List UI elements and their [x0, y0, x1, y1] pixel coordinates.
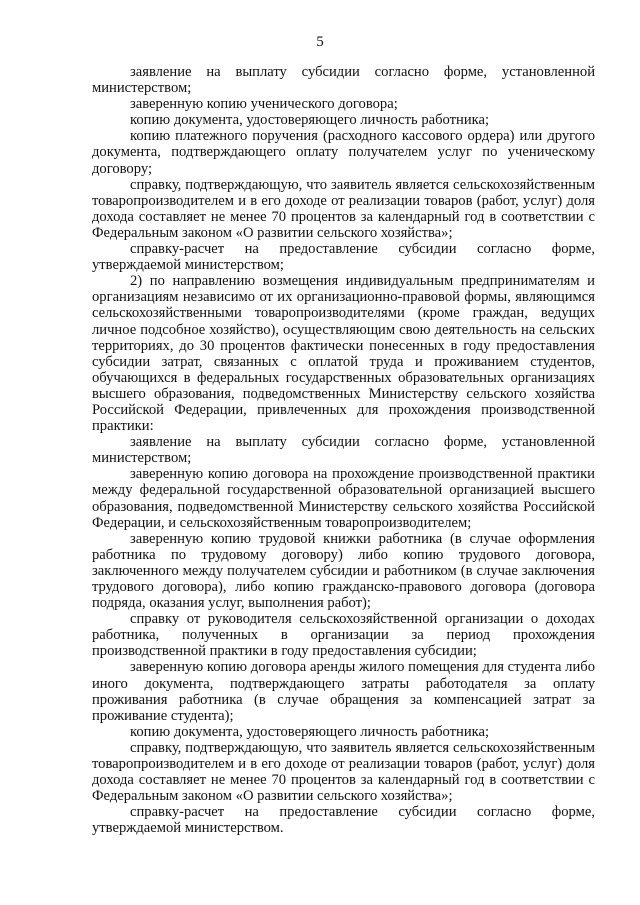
paragraph: копию документа, удостоверяющего личность работника;	[130, 112, 490, 129]
paragraph: заявление на выплату субсидии согласно форме, установленной министерством;	[92, 434, 595, 467]
paragraph: справку, подтверждающую, что заявитель является сельскохозяйственным товаропроизводителем и в его доходе от реализации товаров (работ, услуг) доля дохода составляет не менее 70 процентов за календарный год в соответствии с Федеральным законом «О развитии сельского хозяйства»;	[92, 739, 595, 805]
paragraph: справку, подтверждающую, что заявитель является сельскохозяйственным товаропроизводителем и в его доходе от реализации товаров (работ, услуг) доля дохода составляет не менее 70 процентов за календарный год в соответствии с Федеральным законом «О развитии сельского хозяйства»;	[92, 176, 595, 241]
document-body	[92, 64, 595, 837]
paragraph: заявление на выплату субсидии согласно форме, установленной министерством;	[92, 64, 595, 97]
paragraph: копию документа, удостоверяющего личность работника;	[130, 723, 490, 740]
paragraph: справку от руководителя сельскохозяйственной организации о доходах работника, полученных в организации за период прохождения производственной практики в году предоставления субсидии;	[92, 611, 595, 660]
page-number: 5	[316, 34, 324, 50]
paragraph: копию платежного поручения (расходного кассового ордера) или другого документа, подтверждающего оплату получателем услуг по ученическому договору;	[92, 128, 595, 177]
paragraph: справку-расчет на предоставление субсидии согласно форме, утверждаемой министерством;	[92, 241, 595, 274]
paragraph: заверенную копию договора на прохождение производственной практики между федеральной государственной образовательной организацией высшего образования, подведомственной Министерству сельского хозяйства Российской Федерации, и сельскохозяйственным товаропроизводителем;	[92, 466, 595, 531]
paragraph: заверенную копию ученического договора;	[130, 96, 398, 113]
paragraph: заверенную копию трудовой книжки работника (в случае оформления работника по трудовому договору) либо копию трудового договора, заключенного между получателем субсидии и работником (в случае заключения трудового договора), либо копию гражданско-правового договора (договора подряда, оказания услуг, выполнения работ);	[92, 530, 595, 612]
paragraph: справку-расчет на предоставление субсидии согласно форме, утверждаемой министерством.	[92, 804, 595, 837]
paragraph: заверенную копию договора аренды жилого помещения для студента либо иного документа, подтверждающего затраты работодателя за оплату проживания работника (в случае обращения за компенсацией затрат за проживание студента);	[92, 659, 595, 724]
paragraph: 2) по направлению возмещения индивидуальным предпринимателям и организациям независимо от их организационно-правовой формы, являющимся сельскохозяйственными товаропроизводителями (кроме граждан, ведущих личное подсобное хозяйство), осуществляющим свою деятельность на сельских территориях, до 30 процентов фактически понесенных в году предоставления субсидии затрат, связанных с оплатой труда и проживанием студентов, обучающихся в федеральных государственных образовательных организациях высшего образования, подведомственных Министерству сельского хозяйства Российской Федерации, привлеченных для прохождения производственной практики:	[92, 273, 595, 435]
